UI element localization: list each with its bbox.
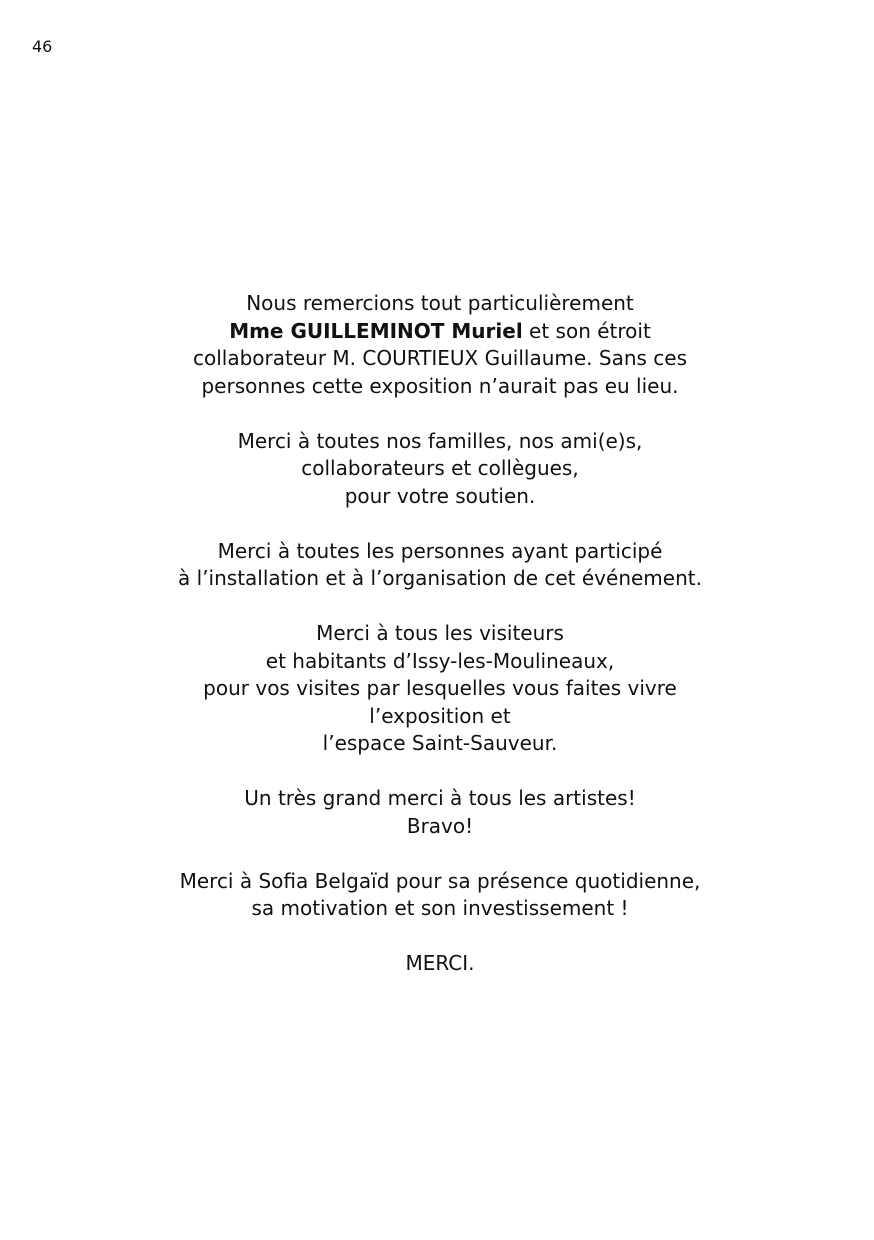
text-line: Un très grand merci à tous les artistes! [244, 786, 636, 810]
paragraph-thanks-guilleminot [100, 290, 780, 400]
text-line: Merci à toutes les personnes ayant participé [217, 538, 663, 563]
text-line: MERCI. [405, 951, 475, 975]
page-number: 46 [32, 37, 53, 56]
text-line: Bravo! [406, 813, 474, 838]
paragraph-thanks-families [100, 428, 780, 511]
text-line: l’espace Saint-Sauveur. [322, 731, 558, 755]
text-line: à l’installation et à l’organisation de cet événement. [178, 566, 702, 590]
text-line: personnes cette exposition n’aurait pas eu lieu. [201, 373, 679, 398]
text-line: Merci à toutes nos familles, nos ami(e)s, [237, 428, 643, 453]
text-line: et habitants d’Issy-les-Moulineaux, [265, 648, 615, 673]
text-line: l’exposition et [369, 703, 511, 728]
paragraph-thanks-visitors [100, 620, 780, 758]
acknowledgements-text [100, 290, 780, 1005]
text-line: pour vos visites par lesquelles vous faites vivre [203, 676, 677, 700]
text-line: Nous remercions tout particulièrement [246, 291, 634, 315]
text-line: collaborateurs et collègues, [301, 456, 579, 480]
paragraph-thanks-artists [100, 785, 780, 840]
text-line: Merci à tous les visiteurs [316, 621, 564, 645]
highlighted-name: Mme GUILLEMINOT Muriel [229, 318, 523, 343]
text-line: Merci à Sofia Belgaïd pour sa présence quotidienne, [179, 868, 701, 893]
text-line: sa motivation et son investissement ! [251, 896, 629, 920]
paragraph-thanks-sofia [100, 868, 780, 923]
text-line-rest: et son étroit [522, 318, 651, 343]
paragraph-thanks-participants [100, 538, 780, 593]
text-line [100, 318, 780, 346]
paragraph-merci [100, 950, 780, 978]
text-line: collaborateur M. COURTIEUX Guillaume. Sans ces [192, 346, 688, 370]
text-line: pour votre soutien. [344, 483, 536, 508]
